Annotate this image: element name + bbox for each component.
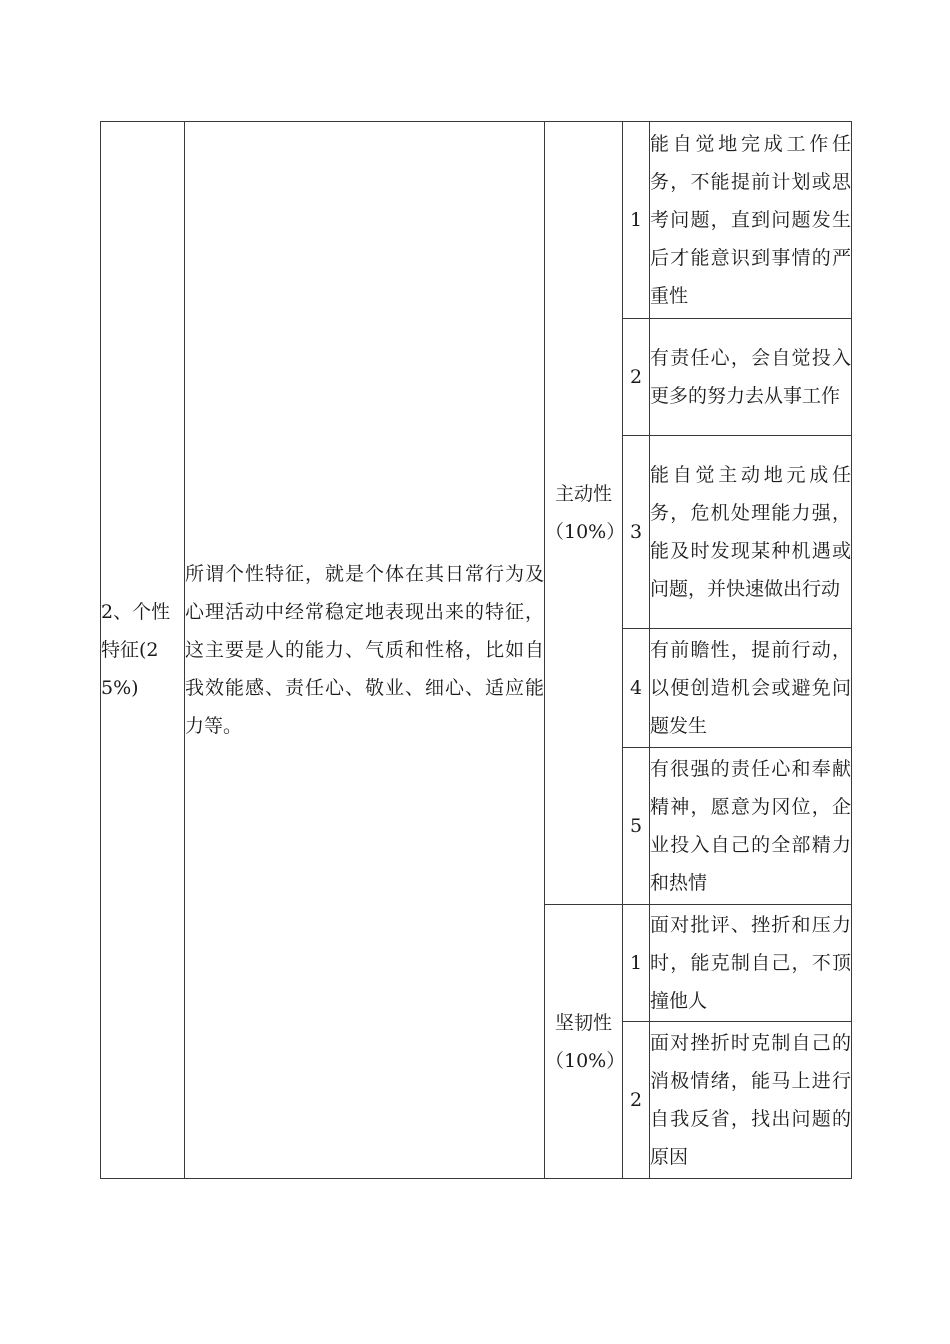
sub-criterion-tenacity: [545, 905, 626, 1179]
level-description: 能自觉主动地元成任务，危机处理能力强，能及时发现某种机遇或问题，并快速做出行动: [650, 436, 852, 629]
sub-criterion-initiative: [545, 122, 626, 905]
level-description: 能自觉地完成工作任务，不能提前计划或思考问题，直到问题发生后才能意识到事情的严重性: [650, 122, 852, 319]
sub-criterion-weight: （10%）: [545, 1049, 626, 1072]
level-number: 5: [623, 748, 650, 905]
level-number: 2: [623, 319, 650, 436]
level-number: 4: [623, 629, 650, 748]
evaluation-table: [100, 121, 852, 1179]
level-number: 3: [623, 436, 650, 629]
level-description: 面对挫折时克制自己的消极情绪，能马上进行自我反省，找出问题的原因: [650, 1022, 852, 1179]
sub-criterion-name: 坚韧性: [554, 1011, 612, 1034]
level-number: 1: [623, 905, 650, 1022]
level-number: 1: [623, 122, 650, 319]
sub-criterion-name: 主动性: [554, 483, 612, 505]
level-description: 有很强的责任心和奉献精神，愿意为冈位，企业投入自己的全部精力和热情: [650, 748, 852, 905]
level-description: 有前瞻性，提前行动，以便创造机会或避免问题发生: [650, 629, 852, 748]
level-description: 有责任心，会自觉投入更多的努力去从事工作: [650, 319, 852, 436]
level-description: 面对批评、挫折和压力时，能克制自己，不顶撞他人: [650, 905, 852, 1022]
sub-criterion-weight: （10%）: [545, 521, 626, 543]
definition-cell: 所谓个性特征，就是个体在其日常行为及心理活动中经常稳定地表现出来的特征，这主要是人的能力、气质和性格，比如自我效能感、责任心、敬业、细心、适应能力等。: [185, 122, 545, 1179]
table-row: [101, 122, 852, 319]
level-number: 2: [623, 1022, 650, 1179]
category-cell: 2、个性特征(25%): [101, 122, 185, 1179]
